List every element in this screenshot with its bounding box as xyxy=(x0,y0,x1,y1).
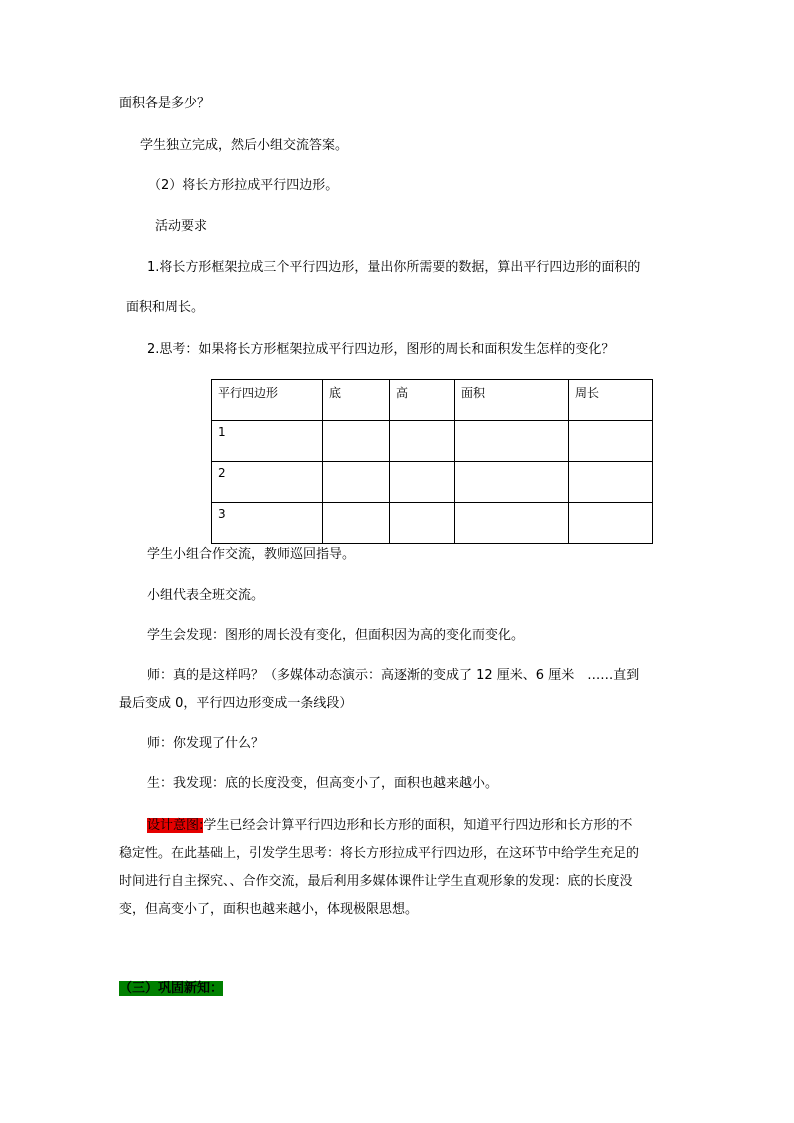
design-intent-line-4: 变，但高变小了，面积也越来越小，体现极限思想。 xyxy=(119,902,419,917)
design-intent-text: 学生已经会计算平行四边形和长方形的面积，知道平行四边形和长方形的不 xyxy=(203,818,633,833)
paragraph-student-answer: 生：我发现：底的长度没变，但高变小了，面积也越来越小。 xyxy=(147,776,499,791)
paragraph-group-cooperation: 学生小组合作交流，教师巡回指导。 xyxy=(147,547,356,562)
table-header-row xyxy=(212,380,653,421)
table-cell xyxy=(390,503,455,544)
table-cell xyxy=(455,503,569,544)
section-heading-label: （三）巩固新知： xyxy=(119,981,224,996)
table-cell: 3 xyxy=(212,503,323,544)
paragraph-teacher-question-line-1: 师：真的是这样吗？（多媒体动态演示：高逐渐的变成了 12 厘米、6 厘米 ……直到 xyxy=(147,668,640,683)
paragraph-activity-requirements: 活动要求 xyxy=(155,219,208,234)
design-intent-line-1 xyxy=(147,817,632,835)
table-row xyxy=(212,462,653,503)
paragraph-independent-work: 学生独立完成，然后小组交流答案。 xyxy=(140,138,349,153)
paragraph-teacher-ask: 师：你发现了什么？ xyxy=(147,736,265,751)
table-header-cell: 面积 xyxy=(455,380,569,421)
table-cell xyxy=(455,421,569,462)
table-header-cell: 底 xyxy=(323,380,390,421)
paragraph-student-finding: 学生会发现：图形的周长没有变化，但面积因为高的变化而变化。 xyxy=(147,628,525,643)
table-cell xyxy=(455,462,569,503)
paragraph-requirement-1-line-2: 面积和周长。 xyxy=(126,300,205,315)
table-cell xyxy=(569,462,653,503)
table-header-cell: 周长 xyxy=(569,380,653,421)
section-heading xyxy=(119,980,223,998)
table-cell: 1 xyxy=(212,421,323,462)
table-cell: 2 xyxy=(212,462,323,503)
paragraph-group-report: 小组代表全班交流。 xyxy=(147,588,265,603)
design-intent-line-3: 时间进行自主探究、、合作交流，最后利用多媒体课件让学生直观形象的发现：底的长度没 xyxy=(119,874,633,889)
table-cell xyxy=(323,503,390,544)
table-cell xyxy=(390,421,455,462)
table-row xyxy=(212,503,653,544)
table-header-cell: 高 xyxy=(390,380,455,421)
paragraph-step-2: （2）将长方形拉成平行四边形。 xyxy=(148,178,339,193)
table-cell xyxy=(323,462,390,503)
paragraph-requirement-2: 2.思考：如果将长方形框架拉成平行四边形，图形的周长和面积发生怎样的变化？ xyxy=(147,342,615,357)
design-intent-label: 设计意图: xyxy=(147,818,204,833)
table-header-cell: 平行四边形 xyxy=(212,380,323,421)
paragraph-area-question: 面积各是多少？ xyxy=(119,96,211,111)
paragraph-requirement-1-line-1: 1.将长方形框架拉成三个平行四边形，量出你所需要的数据，算出平行四边形的面积的 xyxy=(147,260,641,275)
table-cell xyxy=(323,421,390,462)
table-cell xyxy=(390,462,455,503)
measurement-table xyxy=(211,379,653,544)
table-cell xyxy=(569,503,653,544)
paragraph-teacher-question-line-2: 最后变成 0，平行四边形变成一条线段） xyxy=(119,696,353,711)
table-row xyxy=(212,421,653,462)
design-intent-line-2: 稳定性。在此基础上，引发学生思考：将长方形拉成平行四边形，在这环节中给学生充足的 xyxy=(119,846,640,861)
table-cell xyxy=(569,421,653,462)
